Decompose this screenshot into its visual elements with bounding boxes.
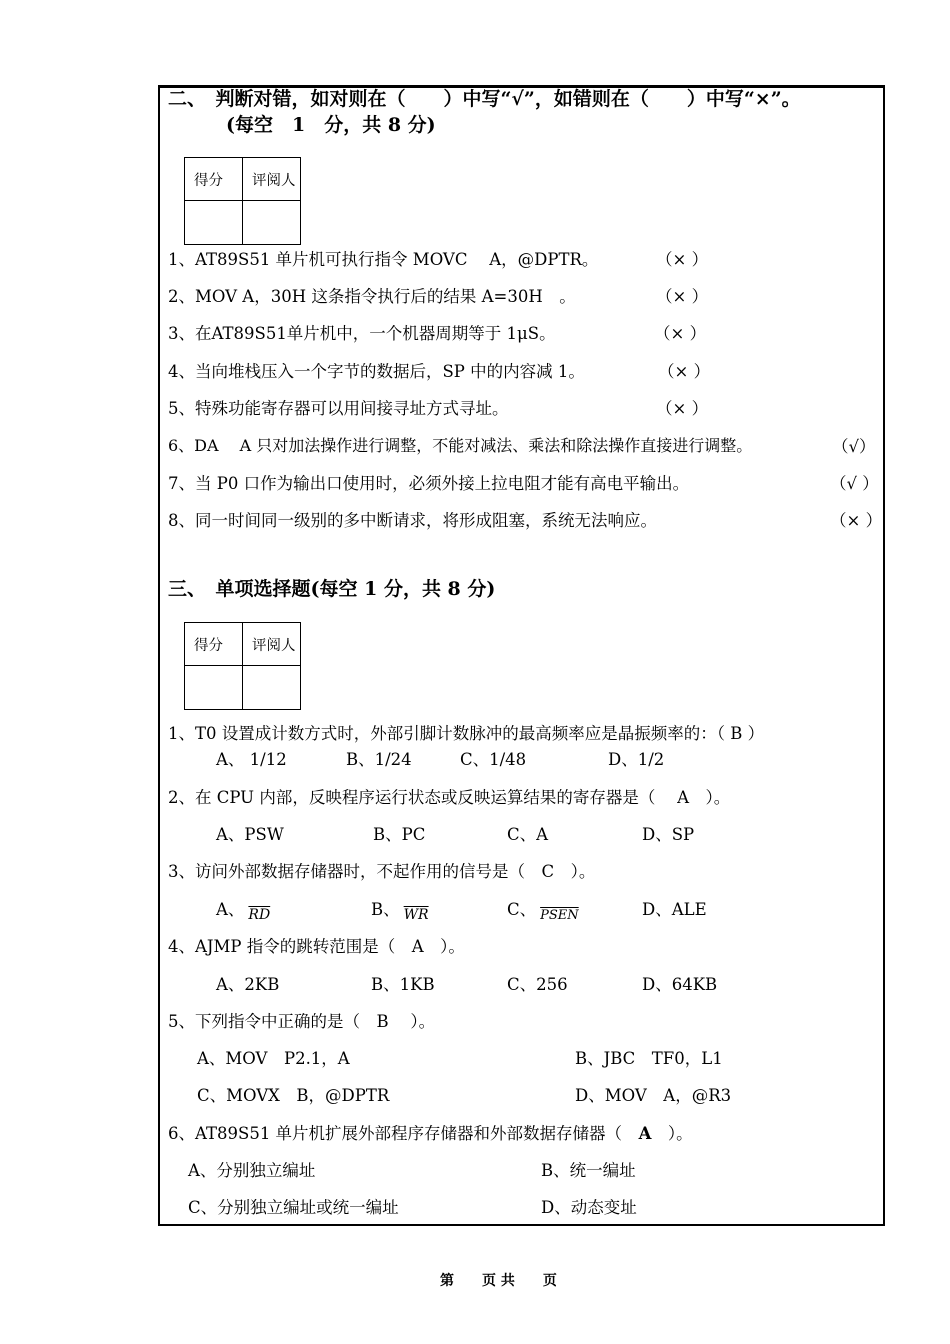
mc-q1-option-c[interactable]: C、1/48 — [460, 750, 527, 769]
rd-signal: RD — [248, 907, 271, 923]
mc-question-6 — [168, 1120, 693, 1144]
mc-q3-option-b[interactable] — [371, 896, 429, 923]
score-cell[interactable] — [185, 666, 243, 710]
tf-answer-4[interactable]: （× ） — [658, 362, 711, 381]
mc-q2-option-b[interactable]: B、PC — [373, 825, 426, 844]
mc-question-4: 4、AJMP 指令的跳转范围是（ A ）。 — [168, 937, 465, 956]
score-header: 得分 — [185, 158, 243, 201]
mc-q1-option-d[interactable]: D、1/2 — [608, 750, 665, 769]
grader-header: 评阅人 — [243, 623, 301, 666]
section2-heading: 二、 判断对错，如对则在（ ）中写“√”，如错则在（ ）中写“×”。 — [168, 88, 801, 110]
grader-cell[interactable] — [243, 666, 301, 710]
mc-q3-option-a[interactable] — [216, 896, 271, 923]
question-answer: A — [638, 1124, 652, 1143]
question-text-end: ）。 — [651, 1124, 693, 1143]
mc-q3-option-c[interactable] — [507, 896, 579, 923]
option-prefix: B、 — [371, 900, 400, 919]
mc-q6-option-b[interactable]: B、统一编址 — [541, 1161, 636, 1180]
mc-q4-option-a[interactable]: A、2KB — [216, 975, 280, 994]
question-text: 6、AT89S51 单片机扩展外部程序存储器和外部数据存储器（ — [168, 1124, 639, 1143]
tf-answer-2[interactable]: （× ） — [656, 287, 709, 306]
tf-answer-5[interactable]: （× ） — [656, 399, 709, 418]
tf-answer-6[interactable]: （√） — [832, 437, 876, 456]
tf-item-8: 8、同一时间同一级别的多中断请求，将形成阻塞，系统无法响应。 — [168, 511, 657, 530]
mc-q1-option-b[interactable]: B、1/24 — [346, 750, 412, 769]
mc-question-1: 1、T0 设置成计数方式时，外部引脚计数脉冲的最高频率应是晶振频率的：（ B ） — [168, 724, 765, 743]
grader-header: 评阅人 — [243, 158, 301, 201]
mc-q3-option-d[interactable]: D、ALE — [642, 900, 707, 919]
option-prefix: C、 — [507, 900, 537, 919]
tf-item-6: 6、DA A 只对加法操作进行调整，不能对减法、乘法和除法操作直接进行调整。 — [168, 436, 753, 455]
mc-q5-option-a[interactable]: A、MOV P2.1，A — [197, 1049, 350, 1068]
tf-item-2: 2、MOV A，30H 这条指令执行后的结果 A=30H 。 — [168, 287, 576, 306]
mc-q5-option-b[interactable]: B、JBC TF0，L1 — [575, 1049, 723, 1068]
mc-question-3: 3、访问外部数据存储器时，不起作用的信号是（ C ）。 — [168, 862, 596, 881]
mc-q6-option-d[interactable]: D、动态变址 — [541, 1198, 637, 1217]
section2-subheading: (每空 1 分，共 8 分) — [226, 114, 436, 136]
mc-q5-option-d[interactable]: D、MOV A，@R3 — [575, 1086, 732, 1105]
psen-signal: PSEN — [540, 908, 579, 923]
tf-item-4: 4、当向堆栈压入一个字节的数据后，SP 中的内容减 1。 — [168, 362, 585, 381]
option-prefix: A、 — [216, 900, 245, 919]
score-header: 得分 — [185, 623, 243, 666]
tf-answer-8[interactable]: （× ） — [830, 511, 883, 530]
tf-answer-1[interactable]: （× ） — [656, 250, 709, 269]
mc-q1-option-a[interactable]: A、 1/12 — [216, 750, 287, 769]
mc-q5-option-c[interactable]: C、MOVX B，@DPTR — [197, 1086, 390, 1105]
page-footer: 第 页 共 页 — [440, 1273, 557, 1289]
mc-q6-option-a[interactable]: A、分别独立编址 — [188, 1161, 316, 1180]
tf-answer-7[interactable]: （√ ） — [830, 474, 879, 493]
mc-question-2: 2、在 CPU 内部，反映程序运行状态或反映运算结果的寄存器是（ A ）。 — [168, 788, 731, 807]
mc-q2-option-a[interactable]: A、PSW — [216, 825, 284, 844]
grader-cell[interactable] — [243, 201, 301, 245]
mc-q4-option-b[interactable]: B、1KB — [371, 975, 435, 994]
tf-answer-3[interactable]: （× ） — [654, 324, 707, 343]
mc-q2-option-c[interactable]: C、A — [507, 825, 549, 844]
mc-q4-option-c[interactable]: C、256 — [507, 975, 568, 994]
tf-item-1: 1、AT89S51 单片机可执行指令 MOVC A，@DPTR。 — [168, 250, 599, 269]
tf-item-5: 5、特殊功能寄存器可以用间接寻址方式寻址。 — [168, 399, 509, 418]
mc-q6-option-c[interactable]: C、分别独立编址或统一编址 — [188, 1198, 399, 1217]
wr-signal: WR — [403, 907, 429, 923]
mc-q4-option-d[interactable]: D、64KB — [642, 975, 718, 994]
mc-question-5: 5、下列指令中正确的是（ B ）。 — [168, 1012, 436, 1031]
score-cell[interactable] — [185, 201, 243, 245]
tf-item-3: 3、在AT89S51单片机中，一个机器周期等于 1μS。 — [168, 324, 556, 343]
mc-q2-option-d[interactable]: D、SP — [642, 825, 695, 844]
section2-score-table — [184, 157, 301, 245]
section3-score-table — [184, 622, 301, 710]
section3-heading: 三、 单项选择题(每空 1 分，共 8 分) — [168, 578, 496, 600]
tf-item-7: 7、当 P0 口作为输出口使用时，必须外接上拉电阻才能有高电平输出。 — [168, 474, 690, 493]
